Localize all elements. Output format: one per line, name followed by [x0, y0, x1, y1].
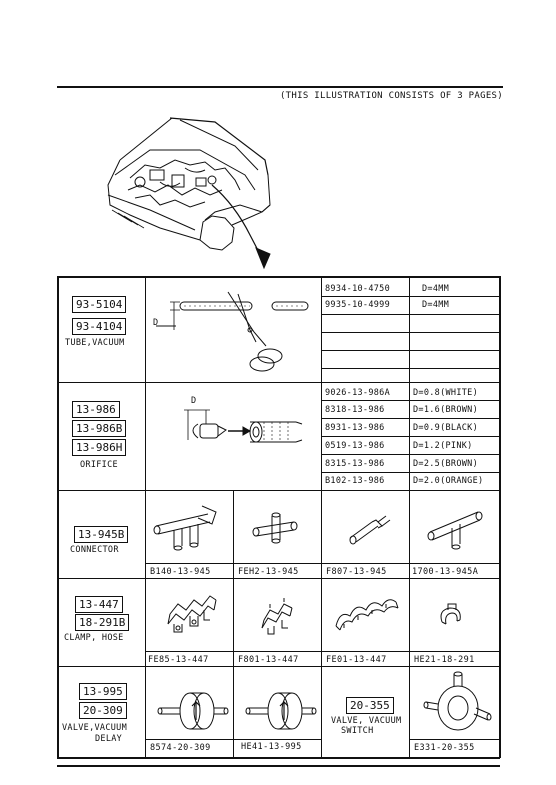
clamp-illustration-1	[146, 580, 234, 650]
orifice-row-line-3	[321, 436, 500, 437]
orifice-illustration	[146, 384, 322, 484]
tube-pn-2: 9935-10-4999	[325, 300, 391, 310]
clamp-illustration-4	[410, 580, 500, 650]
valve-pn-1: 8574-20-309	[150, 743, 211, 753]
valve-code-1: 13-995	[79, 683, 127, 700]
table-top	[57, 276, 500, 278]
orifice-pn-2: 8318-13-986	[325, 405, 385, 415]
orifice-code-2: 13-986B	[72, 420, 126, 437]
orifice-row-line-4	[321, 454, 500, 455]
tube-row-line-2	[321, 314, 500, 315]
valve-switch-illustration	[410, 668, 500, 738]
tube-row-line-3	[321, 332, 500, 333]
orifice-spec-2: D=1.6(BROWN)	[413, 405, 479, 415]
switch-name-2: SWITCH	[341, 726, 374, 736]
orifice-spec-5: D=2.5(BROWN)	[413, 459, 479, 469]
col-sep-spec-top	[409, 276, 410, 490]
clamp-pn-1: FE85-13-447	[148, 655, 209, 665]
orifice-spec-6: D=2.0(ORANGE)	[413, 476, 484, 486]
valve-illustration-2	[234, 668, 322, 738]
orifice-row-line-1	[321, 400, 500, 401]
orifice-code-3: 13-986H	[72, 439, 126, 456]
switch-pn: E331-20-355	[414, 743, 475, 753]
tube-row-line-5	[321, 368, 500, 369]
clamp-code-2: 18-291B	[75, 614, 129, 631]
connector-illustration-2	[234, 492, 322, 562]
tube-code-1: 93-5104	[72, 296, 126, 313]
connector-pn-2: FEH2-13-945	[238, 567, 299, 577]
row-sep-4	[57, 666, 500, 667]
valve-pn-2: HE41-13-995	[241, 742, 302, 752]
tube-code-2: 93-4104	[72, 318, 126, 335]
orifice-pn-3: 8931-13-986	[325, 423, 385, 433]
orifice-pn-4: 0519-13-986	[325, 441, 385, 451]
table-bottom	[57, 757, 500, 759]
orifice-row-line-2	[321, 418, 500, 419]
clamp-name: CLAMP, HOSE	[64, 633, 124, 643]
clamp-pn-4: HE21-18-291	[414, 655, 475, 665]
valve-name-2: DELAY	[95, 734, 123, 744]
valve-code-2: 20-309	[79, 702, 127, 719]
car-illustration	[0, 0, 556, 300]
table-left	[57, 276, 59, 758]
orifice-name: ORIFICE	[80, 460, 118, 470]
orifice-pn-6: B102-13-986	[325, 476, 385, 486]
connector-pn-1: B140-13-945	[150, 567, 211, 577]
pages-note: (THIS ILLUSTRATION CONSISTS OF 3 PAGES)	[279, 91, 503, 101]
tube-spec-2: D=4MM	[422, 300, 450, 310]
row-sep-1	[57, 382, 500, 383]
switch-pn-line	[409, 739, 500, 740]
row-sep-2	[57, 490, 500, 491]
clamp-pn-3: FE01-13-447	[326, 655, 387, 665]
clamp-illustration-3	[322, 580, 410, 650]
clamp-pn-2: F801-13-447	[238, 655, 299, 665]
connector-illustration-1	[146, 492, 234, 562]
valve-name-1: VALVE,VACUUM	[62, 723, 128, 733]
tube-spec-1: D=4MM	[422, 284, 450, 294]
valve-illustration-1	[146, 668, 234, 738]
orifice-spec-4: D=1.2(PINK)	[413, 441, 473, 451]
tube-dim-label: D	[153, 318, 159, 328]
page-bottom-rule	[57, 765, 500, 767]
switch-code: 20-355	[346, 697, 394, 714]
clamp-code-1: 13-447	[75, 596, 123, 613]
tube-illustration	[146, 280, 322, 380]
connector-name: CONNECTOR	[70, 545, 119, 555]
connector-pn-4: 1700-13-945A	[412, 567, 479, 577]
orifice-row-line-5	[321, 472, 500, 473]
valve-pn-line	[145, 739, 321, 740]
clamp-illustration-2	[234, 580, 322, 650]
row-sep-3	[57, 578, 500, 579]
connector-pn-line	[145, 563, 500, 564]
orifice-spec-1: D=0.8(WHITE)	[413, 388, 479, 398]
tube-name: TUBE,VACUUM	[65, 338, 125, 348]
connector-illustration-4	[410, 492, 500, 562]
orifice-spec-3: D=0.9(BLACK)	[413, 423, 479, 433]
tube-row-line-4	[321, 350, 500, 351]
connector-code: 13-945B	[74, 526, 128, 543]
clamp-pn-line	[145, 651, 500, 652]
tube-pn-1: 8934-10-4750	[325, 284, 391, 294]
orifice-pn-5: 8315-13-986	[325, 459, 385, 469]
connector-pn-3: F807-13-945	[326, 567, 387, 577]
orifice-dim-label: D	[191, 396, 197, 406]
orifice-pn-1: 9026-13-986A	[325, 388, 391, 398]
tube-row-line-1	[321, 296, 500, 297]
orifice-code-1: 13-986	[72, 401, 120, 418]
switch-name-1: VALVE, VACUUM	[331, 716, 402, 726]
connector-illustration-3	[322, 492, 410, 562]
